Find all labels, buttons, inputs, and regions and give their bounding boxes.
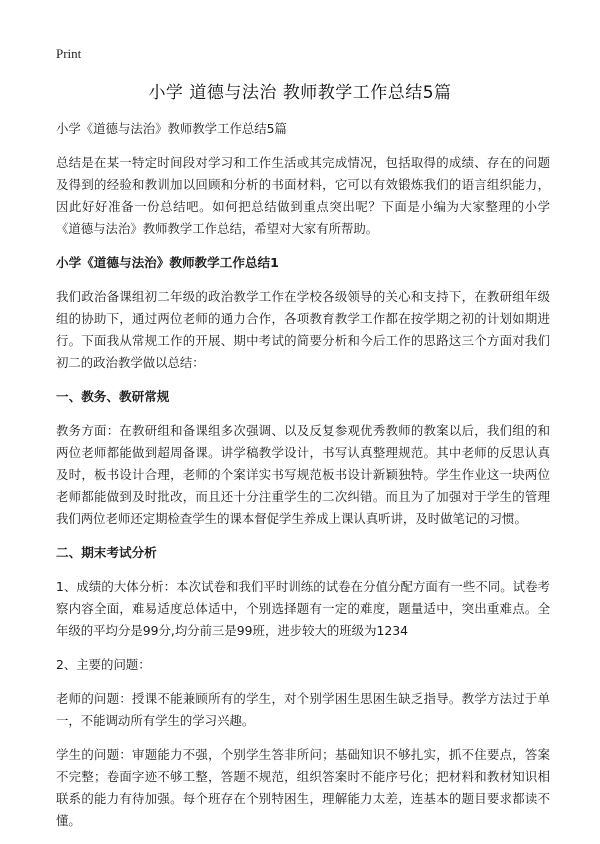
document-subtitle: 小学《道德与法治》教师教学工作总结5篇 (56, 121, 287, 136)
subsection-heading-2: 二、期末考试分析 (56, 545, 157, 560)
section-heading: 小学《道德与法治》教师教学工作总结1 (56, 255, 279, 270)
document-body (56, 118, 550, 844)
subsection-paragraph-1: 教务方面：在教研组和备课组多次强调、以及反复参观优秀教师的教案以后，我们组的和两位老师都能做到超周备课。讲学稿教学设计，书写认真整理规范。其中老师的反思认真及时，板书设计合理，老师的个案详实书写规范板书设计新颖独特。学生作业这一块两位老师都能做到及时批改，而且还十分注重学生的二次纠错。而且为了加强对于学生的管理我们两位老师还定期检查学生的课本督促学生养成上课认真听讲，及时做笔记的习惯。 (56, 423, 550, 526)
subsection-heading-1: 一、教务、教研常规 (56, 389, 170, 404)
teacher-problems-paragraph: 老师的问题：授课不能兼顾所有的学生，对个别学困生思困生缺乏指导。教学方法过于单一，不能调动所有学生的学习兴趣。 (56, 691, 550, 728)
document-title: 小学 道德与法治 教师教学工作总结5篇 (148, 83, 452, 103)
intro-paragraph: 总结是在某一特定时间段对学习和工作生活或其完成情况，包括取得的成绩、存在的问题及得到的经验和教训加以回顾和分析的书面材料，它可以有效锻炼我们的语言组织能力，因此好好准备一份总结吧。如何把总结做到重点突出呢？下面是小编为大家整理的小学《道德与法治》教师教学工作总结，希望对大家有所帮助。 (56, 155, 550, 236)
student-problems-paragraph: 学生的问题：审题能力不强，个别学生答非所问；基础知识不够扎实，抓不住要点，答案不完整；卷面字迹不够工整，答题不规范，组织答案时不能序号化；把材料和教材知识相联系的能力有待加强。每个班存在个别特困生，理解能力太差，连基本的题目要求都读不懂。 (56, 747, 550, 828)
exam-analysis-paragraph: 1、成绩的大体分析：本次试卷和我们平时训练的试卷在分值分配方面有一些不同。试卷考察内容全面，难易适度总体适中，个别选择题有一定的难度，题量适中，突出重难点。全年级的平均分是99分,均分前三是99班，进步较大的班级为1234 (56, 579, 550, 638)
print-label: Print (56, 46, 82, 61)
section-paragraph: 我们政治备课组初二年级的政治教学工作在学校各级领导的关心和支持下，在教研组年级组的协助下，通过两位老师的通力合作，各项教育教学工作都在按学期之初的计划如期进行。下面我从常规工作的开展、期中考试的简要分析和今后工作的思路这三个方面对我们初二的政治教学做以总结： (56, 289, 550, 370)
main-problems-label: 2、主要的问题： (56, 657, 151, 672)
